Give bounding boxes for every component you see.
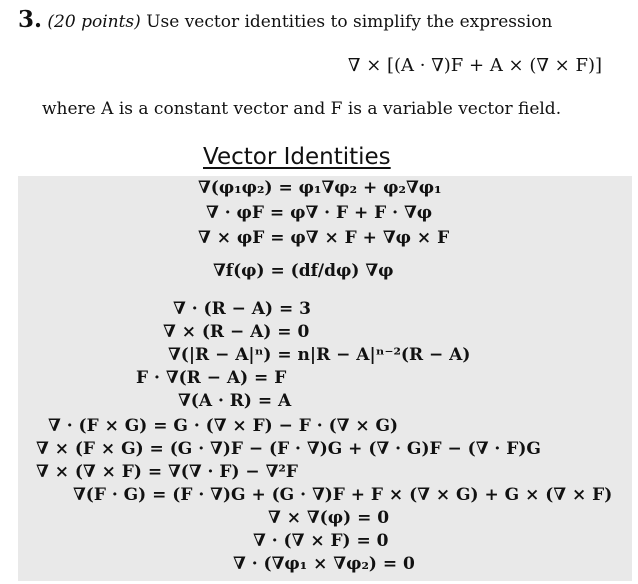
identity-13: ∇(F · G) = (F · ∇)G + (G · ∇)F + F × (∇ × G) + G × (∇ × F) <box>73 485 613 505</box>
identities-list <box>18 176 632 581</box>
identities-title: Vector Identities <box>203 144 391 170</box>
identity-3: ∇ × φF = φ∇ × F + ∇φ × F <box>198 228 450 248</box>
identity-14: ∇ × ∇(φ) = 0 <box>268 508 390 528</box>
identity-8: F · ∇(R − A) = F <box>136 368 287 388</box>
identity-2: ∇ · φF = φ∇ · F + F · ∇φ <box>206 203 433 223</box>
identity-4: ∇f(φ) = (df/dφ) ∇φ <box>213 261 394 281</box>
problem-where-text: where A is a constant vector and F is a variable vector field. <box>42 99 562 119</box>
problem-points: (20 points) <box>47 12 141 32</box>
identity-11: ∇ × (F × G) = (G · ∇)F − (F · ∇)G + (∇ · G)F − (∇ · F)G <box>36 439 541 459</box>
identities-panel <box>18 176 632 581</box>
identity-16: ∇ · (∇φ₁ × ∇φ₂) = 0 <box>233 554 415 574</box>
identity-5: ∇ · (R − A) = 3 <box>173 299 311 319</box>
problem-header <box>18 6 628 36</box>
identity-12: ∇ × (∇ × F) = ∇(∇ · F) − ∇²F <box>36 462 298 482</box>
identity-9: ∇(A · R) = A <box>178 391 292 411</box>
identity-15: ∇ · (∇ × F) = 0 <box>253 531 389 551</box>
identity-6: ∇ × (R − A) = 0 <box>163 322 310 342</box>
identity-7: ∇(|R − A|ⁿ) = n|R − A|ⁿ⁻²(R − A) <box>168 345 471 365</box>
problem-number: 3. <box>18 6 43 33</box>
identity-1: ∇(φ₁φ₂) = φ₁∇φ₂ + φ₂∇φ₁ <box>198 178 442 198</box>
problem-expression: ∇ × [(A · ∇)F + A × (∇ × F)] <box>347 55 602 76</box>
problem-statement: Use vector identities to simplify the expression <box>146 12 553 32</box>
identity-10: ∇ · (F × G) = G · (∇ × F) − F · (∇ × G) <box>48 416 399 436</box>
